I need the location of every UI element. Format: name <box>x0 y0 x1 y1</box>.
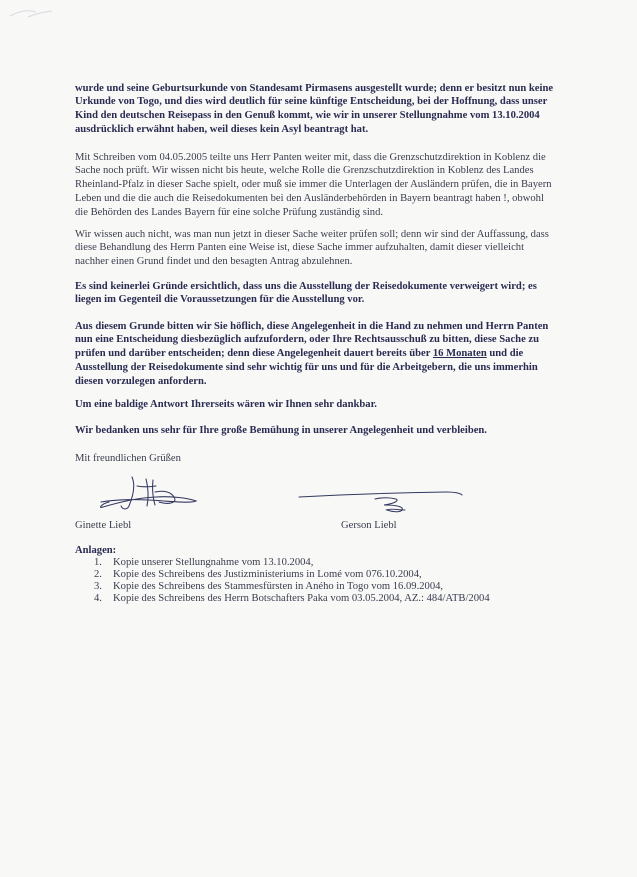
signer-name-right: Gerson Liebl <box>341 520 397 531</box>
attachments-title: Anlagen: <box>75 545 117 556</box>
paragraph-further-review: Wir wissen auch nicht, was man nun jetzt in dieser Sache weiter prüfen soll; denn wir sind der Auffassung, dass diese Behandlung des Herrn Panten eine Weise ist, diese Sache immer aufzuhalten, damit dieser vielleicht nachher einen Grund findet und den besagten Antrag abzulehnen. <box>75 228 549 268</box>
paragraph-no-refusal-grounds: Es sind keinerlei Gründe ersichtlich, dass uns die Ausstellung der Reisedokumente verweigert wird; es liegen im Gegenteil die Voraussetzungen für die Ausstellung vor. <box>75 280 537 306</box>
request-text-before-duration: Aus diesem Grunde bitten wir Sie höflich, diese Angelegenheit in die Hand zu nehmen und Herrn Panten nun eine Entscheidung diesbezüglich aufzufordern, oder Ihre Rechtsausschuß zu bitten, diese Sache zu prüfen und darüber entscheiden; denn diese Angelegenheit dauert bereits über <box>75 320 549 360</box>
attachments-list <box>94 557 564 605</box>
signer-name-left: Ginette Liebl <box>75 520 132 531</box>
attachment-item <box>94 581 564 593</box>
gerson-liebl-signature <box>296 481 464 514</box>
paragraph-request-decision <box>75 320 557 389</box>
scan-artifact-mark <box>8 4 56 22</box>
attachment-item <box>94 593 564 605</box>
attachment-text: Kopie des Schreibens des Stammesfürsten in Aného in Togo vom 16.09.2004, <box>113 581 444 592</box>
attachment-text: Kopie des Schreibens des Herrn Botschafters Paka vom 03.05.2004, AZ.: 484/ATB/2004 <box>113 593 490 604</box>
paragraph-thanks: Wir bedanken uns sehr für Ihre große Bemühung in unserer Angelegenheit und verbleiben. <box>75 424 487 436</box>
attachment-number: 2. <box>94 569 102 580</box>
attachment-text: Kopie des Schreibens des Justizministeriums in Lomé vom 076.10.2004, <box>113 569 422 580</box>
paragraph-border-protection-review: Mit Schreiben vom 04.05.2005 teilte uns Herr Panten weiter mit, dass die Grenzschutzdirektion in Koblenz die Sache noch prüft. Wir wissen nicht bis heute, welche Rolle die Grenzschutzdirektion in Koblenz des Landes Rheinland-Pfalz in dieser Sache spielt, oder muß sie immer die Unterlagen der Ausländern prüfen, die in Bayern Leben und die die auch die Reisedokumenten bei den Ausländerbehörden in Bayern beantragt haben !, obwohl die Behörden des Landes Bayern für eine solche Prüfung zuständig sind. <box>75 151 552 218</box>
request-text-after-duration: und die Ausstellung der Reisedokumente sind sehr wichtig für uns und für die Arbeitgebern, die uns immerhin diesen vorzulegen anfordern. <box>75 348 538 387</box>
attachment-item <box>94 557 564 569</box>
paragraph-reply-request: Um eine baldige Antwort Ihrerseits wären wir Ihnen sehr dankbar. <box>75 398 377 410</box>
closing-greeting: Mit freundlichen Grüßen <box>75 453 181 464</box>
ginette-liebl-signature <box>92 474 202 512</box>
request-duration: 16 Monaten <box>432 348 487 360</box>
attachment-number: 3. <box>94 581 102 592</box>
attachment-text: Kopie unserer Stellungnahme vom 13.10.2004, <box>113 557 314 568</box>
paragraph-document-status: wurde und seine Geburtsurkunde von Standesamt Pirmasens ausgestellt wurde; denn er besitzt nun keine Urkunde von Togo, und dies wird deutlich für seine künftige Entscheidung, bei der Hoffnung, dass unser Kind den deutschen Reisepass in den Genuß kommt, wie wir in unserer Stellungnahme vom 13.10.2004 ausdrücklich erwähnt haben, weil dieses kein Asyl beantragt hat. <box>75 82 554 135</box>
attachment-number: 4. <box>94 593 102 604</box>
attachment-number: 1. <box>94 557 102 568</box>
attachment-item <box>94 569 564 581</box>
